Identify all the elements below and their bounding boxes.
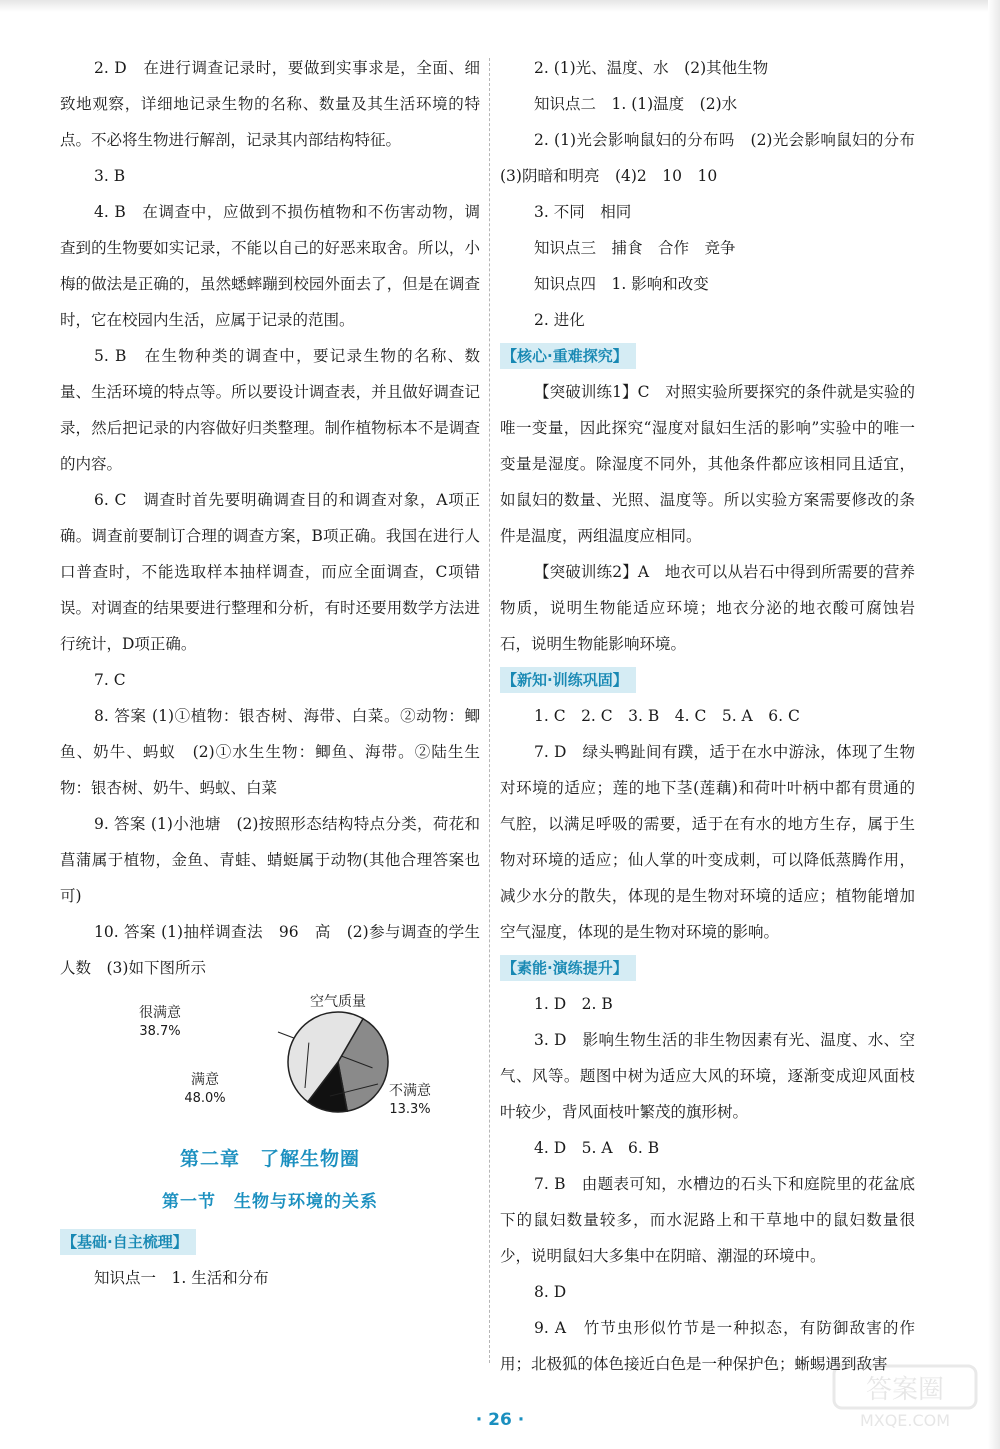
- answer-kp4-2: 2. 进化: [534, 311, 585, 329]
- answer-s-9: 9. A 竹节虫形似竹节是一种拟态，有防御敌害的作用；北极狐的体色接近白色是一种保护色；蜥蜴遇到敌害: [500, 1319, 915, 1373]
- answer-5: 5. B 在生物种类的调查中，要记录生物的名称、数量、生活环境的特点等。所以要设计调查表，并且做好调查记录，然后把记录的内容做好归类整理。制作植物标本不是调查的内容。: [60, 347, 480, 473]
- pie-label-0: 很满意: [139, 1005, 181, 1021]
- pie-chart: [60, 992, 480, 1122]
- section-title: 第一节 生物与环境的关系: [162, 1192, 378, 1212]
- watermark-text: 答案圈: [865, 1375, 945, 1405]
- knowledge-point-4: 知识点四 1. 影响和改变: [534, 275, 709, 293]
- answer-9: 9. 答案 (1)小池塘 (2)按照形态结构特点分类，荷花和菖蒲属于植物，金鱼、青蛙、蜻蜓属于动物(其他合理答案也可): [60, 815, 480, 905]
- scan-shadow-top: [0, 0, 1000, 12]
- answer-4: 4. B 在调查中，应做到不损伤植物和不伤害动物，调查到的生物要如实记录，不能以自己的好恶来取舍。所以，小梅的做法是正确的，虽然蟋蟀蹦到校园外面去了，但是在调查时，它在校园内生活，应属于记录的范围。: [60, 203, 480, 329]
- section-header-core: 【核心·重难探究】: [500, 343, 636, 369]
- section-header-basic: 【基础·自主梳理】: [60, 1229, 196, 1255]
- answer-10: 10. 答案 (1)抽样调查法 96 高 (2)参与调查的学生人数 (3)如下图所示: [60, 923, 480, 977]
- column-divider: [489, 58, 490, 1363]
- pie-title: 空气质量: [310, 994, 366, 1010]
- watermark-logo: [830, 1362, 980, 1432]
- answer-s-3: 3. D 影响生物生活的非生物因素有光、温度、水、空气、风等。题图中树为适应大风的环境，逐渐变成迎风面枝叶较少，背风面枝叶繁茂的旗形树。: [500, 1031, 915, 1121]
- answer-r-2: 2. (1)光、温度、水 (2)其他生物: [534, 59, 769, 77]
- answer-6: 6. C 调查时首先要明确调查目的和调查对象，A项正确。调查前要制订合理的调查方案，B项正确。我国在进行人口普查时，不能选取样本抽样调查，而应全面调查，C项错误。对调查的结果要进行整理和分析，有时还要用数学方法进行统计，D项正确。: [60, 491, 480, 653]
- training-2: 【突破训练2】A 地衣可以从岩石中得到所需要的营养物质，说明生物能适应环境；地衣分泌的地衣酸可腐蚀岩石，说明生物能影响环境。: [500, 563, 915, 653]
- answers-1-6: 1. C 2. C 3. B 4. C 5. A 6. C: [534, 707, 800, 725]
- answer-7: 7. C: [94, 671, 126, 689]
- page-number: · 26 ·: [475, 1410, 525, 1430]
- knowledge-point-2: 知识点二 1. (1)温度 (2)水: [534, 95, 738, 113]
- answer-kp2-3: 3. 不同 相同: [534, 203, 632, 221]
- answer-s-8: 8. D: [534, 1283, 567, 1301]
- right-column: [500, 50, 931, 1382]
- left-column: [60, 50, 480, 1296]
- answer-kp2-2: 2. (1)光会影响鼠妇的分布吗 (2)光会影响鼠妇的分布 (3)阴暗和明亮 (4)2 10 10: [500, 131, 931, 185]
- section-header-skill: 【素能·演练提升】: [500, 955, 636, 981]
- answers-s-1-2: 1. D 2. B: [534, 995, 613, 1013]
- answer-8: 8. 答案 (1)①植物：银杏树、海带、白菜。②动物：鲫鱼、奶牛、蚂蚁 (2)①水生生物：鲫鱼、海带。②陆生生物：银杏树、奶牛、蚂蚁、白菜: [60, 707, 480, 797]
- watermark-url: MXQE.COM: [859, 1411, 951, 1430]
- training-1: 【突破训练1】C 对照实验所要探究的条件就是实验的唯一变量，因此探究“湿度对鼠妇生活的影响”实验中的唯一变量是湿度。除湿度不同外，其他条件都应该相同且适宜，如鼠妇的数量、光照、温度等。所以实验方案需要修改的条件是温度，两组温度应相同。: [500, 383, 915, 545]
- pie-value-1: 13.3%: [389, 1102, 431, 1117]
- pie-label-2: 满意: [191, 1072, 219, 1088]
- chapter-title: 第二章 了解生物圈: [179, 1148, 360, 1170]
- answer-s-7: 7. B 由题表可知，水槽边的石头下和庭院里的花盆底下的鼠妇数量较多，而水泥路上和干草地中的鼠妇数量很少，说明鼠妇大多集中在阴暗、潮湿的环境中。: [500, 1175, 915, 1265]
- knowledge-point-3: 知识点三 捕食 合作 竞争: [534, 239, 736, 257]
- pie-value-2: 48.0%: [184, 1091, 226, 1106]
- answer-n-7: 7. D 绿头鸭趾间有蹼，适于在水中游泳，体现了生物对环境的适应；莲的地下茎(莲藕)和荷叶叶柄中都有贯通的气腔，以满足呼吸的需要，适于在有水的地方生存，属于生物对环境的适应；仙人掌的叶变成刺，可以降低蒸腾作用，减少水分的散失，体现的是生物对环境的适应；植物能增加空气湿度，体现的是生物对环境的影响。: [500, 743, 915, 941]
- answers-s-4-6: 4. D 5. A 6. B: [534, 1139, 660, 1157]
- section-header-new: 【新知·训练巩固】: [500, 667, 636, 693]
- pie-chart-svg: [60, 992, 480, 1122]
- answer-3: 3. B: [94, 167, 126, 185]
- scan-shadow-right: [988, 0, 1000, 1449]
- pie-label-1: 不满意: [389, 1083, 431, 1099]
- answer-2: 2. D 在进行调查记录时，要做到实事求是，全面、细致地观察，详细地记录生物的名称、数量及其生活环境的特点。不必将生物进行解剖，记录其内部结构特征。: [60, 59, 480, 149]
- knowledge-point-1: 知识点一 1. 生活和分布: [94, 1269, 269, 1287]
- pie-value-0: 38.7%: [139, 1024, 181, 1039]
